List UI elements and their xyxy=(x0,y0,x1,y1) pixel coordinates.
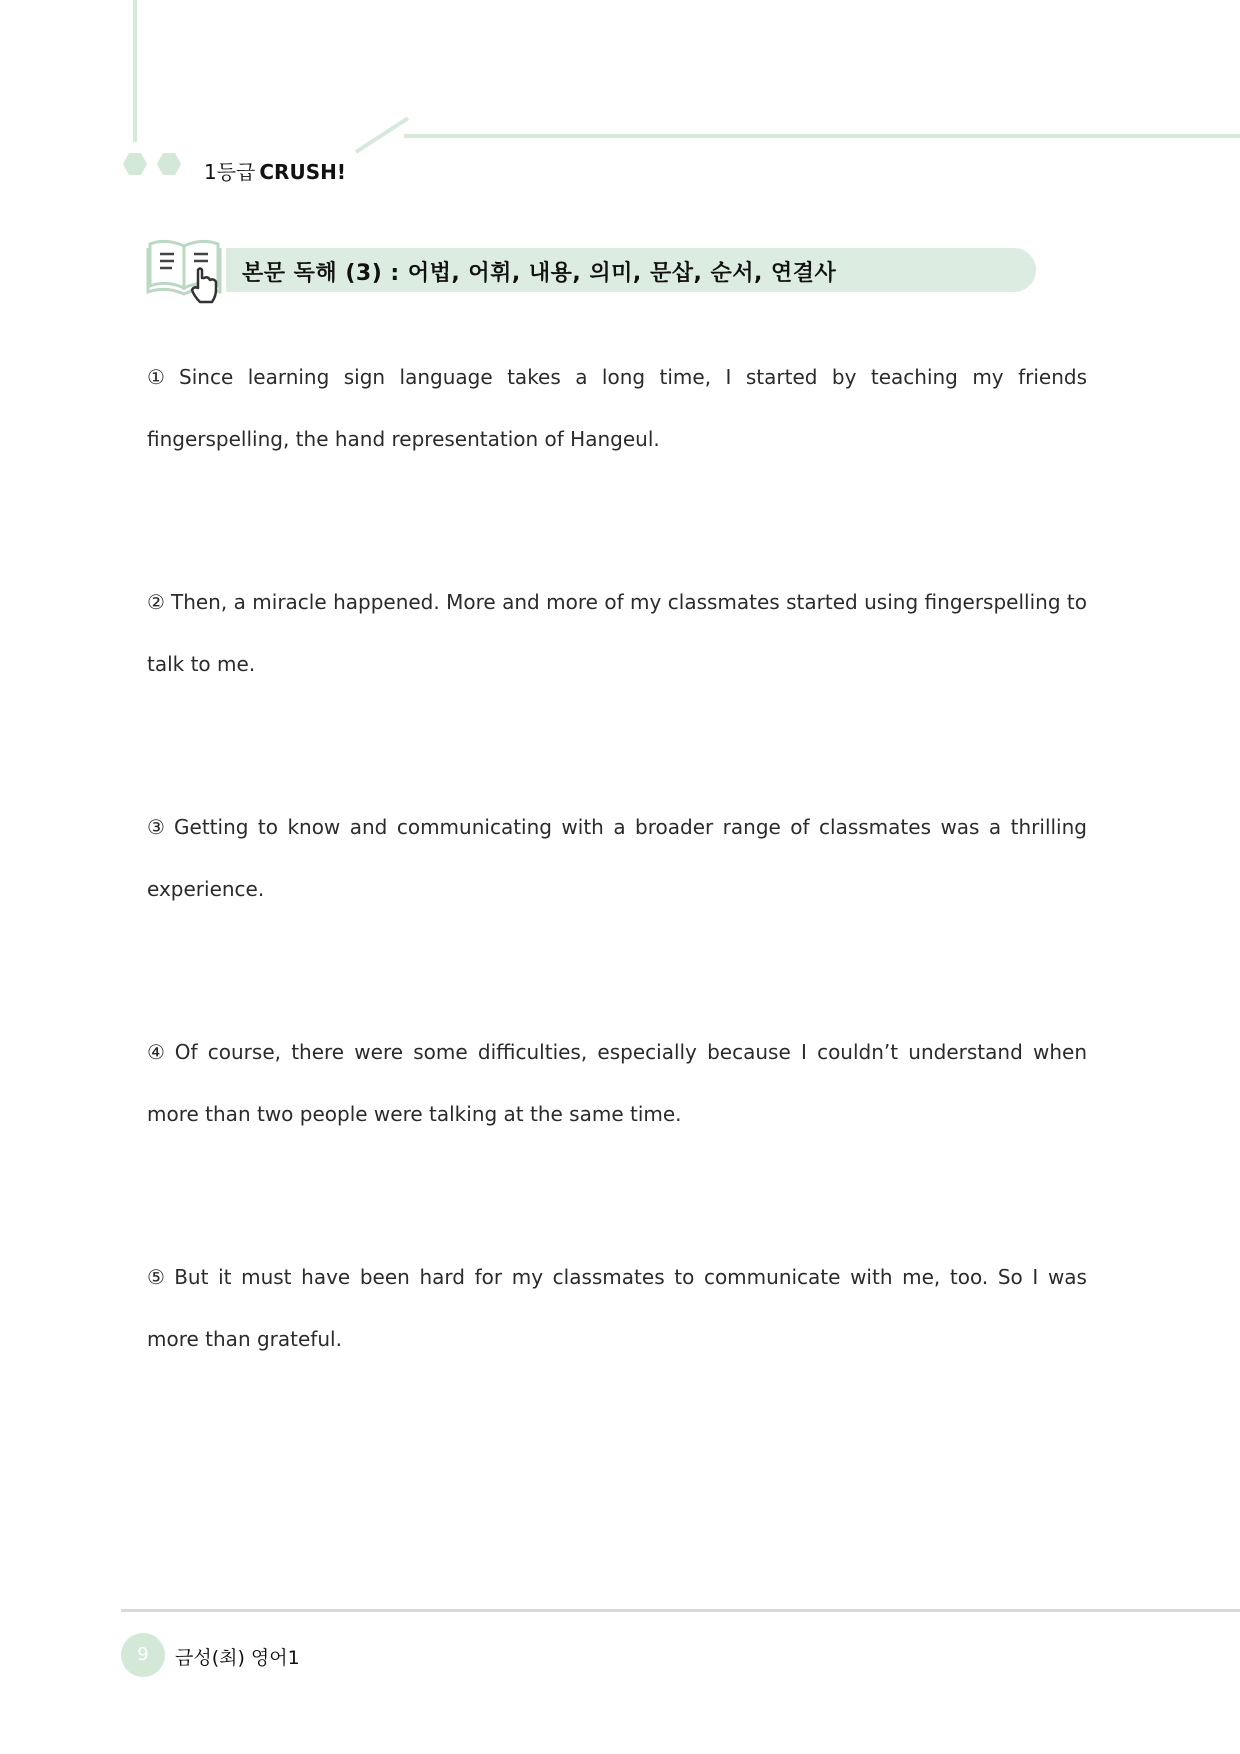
section-title: 본문 독해 (3) : 어법, 어휘, 내용, 의미, 문삽, 순서, 연결사 xyxy=(242,261,837,286)
sentence-number: ④ xyxy=(147,1040,169,1064)
decorative-vertical-line xyxy=(133,0,137,142)
section-heading xyxy=(146,236,1036,300)
decorative-diagonal-line xyxy=(355,117,409,154)
book-name: 금성(최) 영어1 xyxy=(175,1647,300,1669)
sentence-text: Of course, there were some difficulties, especially because I couldn’t understand when more than two people were talking at the same time. xyxy=(147,1040,1087,1126)
sentence-text: Getting to know and communicating with a broader range of classmates was a thrilling experience. xyxy=(147,815,1087,901)
passage-sentence-2 xyxy=(147,571,1087,695)
brand-grade: 1등급 xyxy=(204,160,256,184)
sentence-number: ③ xyxy=(147,815,169,839)
passage-sentence-3 xyxy=(147,796,1087,920)
brand-name: CRUSH! xyxy=(259,160,346,184)
hexagon-icon xyxy=(157,152,181,176)
sentence-text: Then, a miracle happened. More and more of my classmates started using fingerspelling to talk to me. xyxy=(147,590,1087,676)
sentence-text: But it must have been hard for my classmates to communicate with me, too. So I was more than grateful. xyxy=(147,1265,1087,1351)
footer-divider xyxy=(121,1609,1240,1612)
brand-header xyxy=(204,156,346,185)
decorative-top-line xyxy=(404,134,1240,138)
hexagon-icon xyxy=(123,152,147,176)
page-number: 9 xyxy=(121,1633,165,1677)
sentence-number: ① xyxy=(147,365,174,389)
passage-sentence-5 xyxy=(147,1246,1087,1370)
passage-sentence-4 xyxy=(147,1021,1087,1145)
sentence-number: ② xyxy=(147,590,165,614)
open-book-with-pointing-hand-icon xyxy=(146,236,230,306)
sentence-number: ⑤ xyxy=(147,1265,169,1289)
sentence-text: Since learning sign language takes a long time, I started by teaching my friends fingerspelling, the hand representation of Hangeul. xyxy=(147,365,1087,451)
passage-sentence-1 xyxy=(147,346,1087,470)
